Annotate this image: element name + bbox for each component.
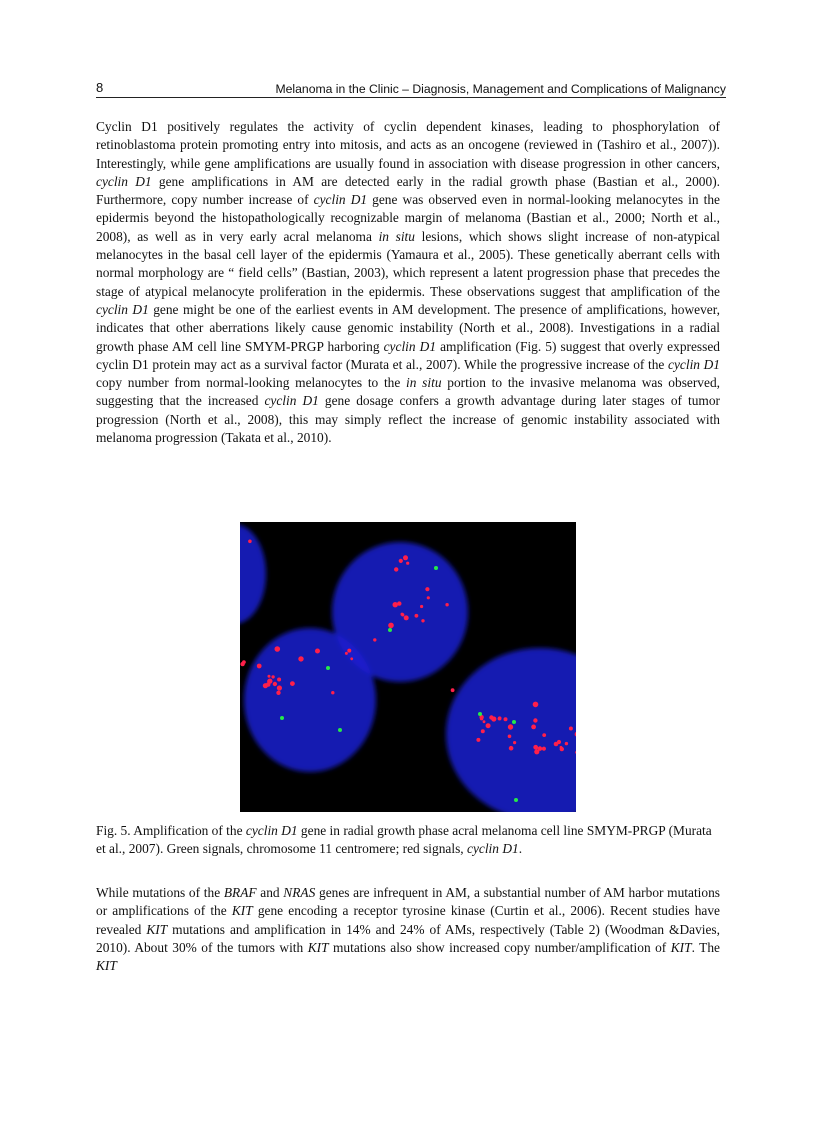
red-signal-dot [427, 596, 430, 599]
text-run: gene dosage confers a growth advantage during later stages of tumor progression (North et al., 2008), this may simply reflect the increase of genomic instability associated with melanoma progression (Takata et al., 2010). [96, 393, 720, 446]
gene-name: KIT [231, 903, 253, 919]
gene-name: KIT [670, 939, 692, 955]
gene-name: BRAF [223, 885, 257, 900]
red-signal-dot [350, 657, 353, 660]
red-signal-dot [445, 603, 448, 606]
red-signal-dot [565, 742, 568, 745]
red-signal-dot [393, 602, 398, 607]
gene-name: KIT [96, 958, 117, 974]
text-run: Fig. 5. Amplification of the [96, 823, 246, 838]
red-signal-dot [388, 623, 394, 629]
red-signal-dot [373, 638, 376, 641]
latin-term: in situ [406, 375, 442, 391]
running-title: Melanoma in the Clinic – Diagnosis, Management and Complications of Malignancy [275, 82, 726, 96]
fish-micrograph [240, 522, 576, 812]
red-signal-dot [290, 681, 295, 686]
red-signal-dot [531, 725, 536, 730]
gene-name: cyclin D1 [467, 841, 519, 857]
text-run: mutations and amplification in 14% and 24% of AMs, respectively (Table 2) (Woodman &Davies, 2010). About 30% of the tumors with [96, 921, 720, 955]
red-signal-dot [397, 601, 401, 605]
green-signal-dot [338, 728, 342, 732]
green-signal-dot [388, 628, 392, 632]
red-signal-dot [315, 649, 320, 654]
running-header [96, 79, 726, 98]
red-signal-dot [248, 540, 252, 544]
red-signal-dot [451, 688, 455, 692]
gene-name: NRAS [283, 885, 316, 900]
red-signal-dot [277, 678, 281, 682]
red-signal-dot [513, 741, 516, 744]
page-number: 8 [96, 80, 104, 95]
red-signal-dot [298, 656, 303, 661]
red-signal-dot [276, 691, 280, 695]
text-run: lesions, which shows slight increase of non-atypical melanocytes in the basal cell layer of the epidermis (Yamaura et al., 2005). These genetically aberrant cells with normal morphology are “ field cells” (Bastian, 2003), which represent a latent progression phase that precedes the stage of atypical melanocyte proliferation in the epidermis. These observations suggest that amplification of the [96, 228, 720, 299]
text-run: and [256, 885, 284, 900]
red-signal-dot [240, 662, 244, 666]
red-signal-dot [267, 679, 271, 683]
red-signal-dot [394, 567, 398, 571]
red-signal-dot [508, 735, 512, 739]
red-signal-dot [257, 664, 262, 669]
red-signal-dot [406, 562, 409, 565]
red-signal-dot [263, 683, 268, 688]
red-signal-dot [277, 685, 282, 690]
text-run: portion to the invasive melanoma was observed, suggesting that the increased [96, 375, 720, 409]
red-signal-dot [347, 649, 351, 653]
red-signal-dot [273, 682, 277, 686]
red-signal-dot [533, 745, 538, 750]
red-signal-dot [569, 727, 573, 731]
text-run: While mutations of the [96, 885, 224, 900]
red-signal-dot [554, 742, 559, 747]
red-signal-dot [489, 715, 493, 719]
gene-name: cyclin D1 [245, 823, 298, 838]
red-signal-dot [403, 555, 408, 560]
text-run: gene was observed even in normal-looking melanocytes in the epidermis beyond the histopathologically recognizable margin of melanoma (Bastian et al., 2000; North et al., 2008), as well as in very early acral melanoma [96, 192, 720, 244]
green-signal-dot [434, 566, 438, 570]
text-run: genes are infrequent in AM, a substantial number of AM harbor mutations or amplifications of the [96, 885, 720, 919]
red-signal-dot [481, 729, 485, 733]
red-signal-dot [271, 675, 274, 678]
red-signal-dot [534, 749, 539, 754]
red-signal-dot [542, 747, 546, 751]
text-run: copy number from normal-looking melanocytes to the [96, 375, 407, 391]
red-signal-dot [533, 718, 537, 722]
text-run: mutations also show increased copy number/amplification of [328, 939, 671, 955]
gene-name: cyclin D1 [264, 393, 319, 409]
red-signal-dot [420, 605, 423, 608]
red-signal-dot [480, 717, 483, 720]
red-signal-dot [399, 559, 403, 563]
red-signal-dot [483, 720, 486, 723]
red-signal-dot [533, 702, 539, 708]
red-signal-dot [331, 691, 334, 694]
gene-name: KIT [307, 939, 329, 955]
red-signal-dot [560, 746, 563, 749]
text-run: Cyclin D1 positively regulates the activity of cyclin dependent kinases, leading to phosphorylation of retinoblastoma protein promoting entry into mitosis, and acts as an oncogene (reviewed in (Tashiro et al., 2007)). Interestingly, while gene amplifications are usually found in association with disease progression in other cancers, [96, 119, 720, 171]
gene-name: cyclin D1 [383, 338, 437, 354]
red-signal-dot [509, 746, 514, 751]
text-run: . [518, 841, 523, 857]
fish-micrograph-figure [240, 522, 576, 812]
gene-name: KIT [146, 921, 168, 937]
text-run: . The [691, 939, 720, 955]
text-run: gene amplifications in AM are detected early in the radial growth phase (Bastian et al., 2000). Furthermore, copy number increase of [96, 173, 720, 208]
red-signal-dot [486, 723, 491, 728]
gene-name: cyclin D1 [313, 192, 368, 208]
red-signal-dot [421, 619, 424, 622]
red-signal-dot [504, 717, 508, 721]
body-paragraph-kit [96, 884, 720, 975]
red-signal-dot [542, 733, 546, 737]
red-signal-dot [476, 738, 480, 742]
cell-nucleus [244, 628, 376, 772]
green-signal-dot [478, 712, 482, 716]
red-signal-dot [268, 675, 271, 678]
red-signal-dot [275, 646, 281, 652]
text-run: gene in radial growth phase acral melanoma cell line SMYM-PRGP (Murata et al., 2007). Green signals, chromosome 11 centromere; red signals, [96, 823, 712, 857]
red-signal-dot [404, 615, 409, 620]
red-signal-dot [508, 724, 513, 729]
green-signal-dot [280, 716, 284, 720]
red-signal-dot [345, 652, 348, 655]
gene-name: cyclin D1 [96, 173, 152, 189]
green-signal-dot [514, 798, 518, 802]
green-signal-dot [326, 666, 330, 670]
red-signal-dot [415, 614, 419, 618]
gene-name: cyclin D1 [668, 356, 720, 372]
red-signal-dot [498, 717, 502, 721]
red-signal-dot [425, 587, 429, 591]
green-signal-dot [512, 720, 516, 724]
red-signal-dot [401, 613, 404, 616]
text-run: gene encoding a receptor tyrosine kinase (Curtin et al., 2006). Recent studies have revealed [96, 903, 720, 937]
figure-caption [96, 822, 720, 859]
text-run: amplification (Fig. 5) suggest that overly expressed cyclin D1 protein may act as a survival factor (Murata et al., 2007). While the progressive increase of the [96, 338, 720, 372]
body-paragraph-cyclin-d1 [96, 118, 720, 447]
text-run: gene might be one of the earliest events in AM development. The presence of amplifications, however, indicates that other aberrations likely cause genomic instability (North et al., 2008). Investigations in a radial growth phase AM cell line SMYM-PRGP harboring [96, 301, 720, 354]
latin-term: in situ [378, 228, 415, 244]
gene-name: cyclin D1 [96, 301, 149, 317]
